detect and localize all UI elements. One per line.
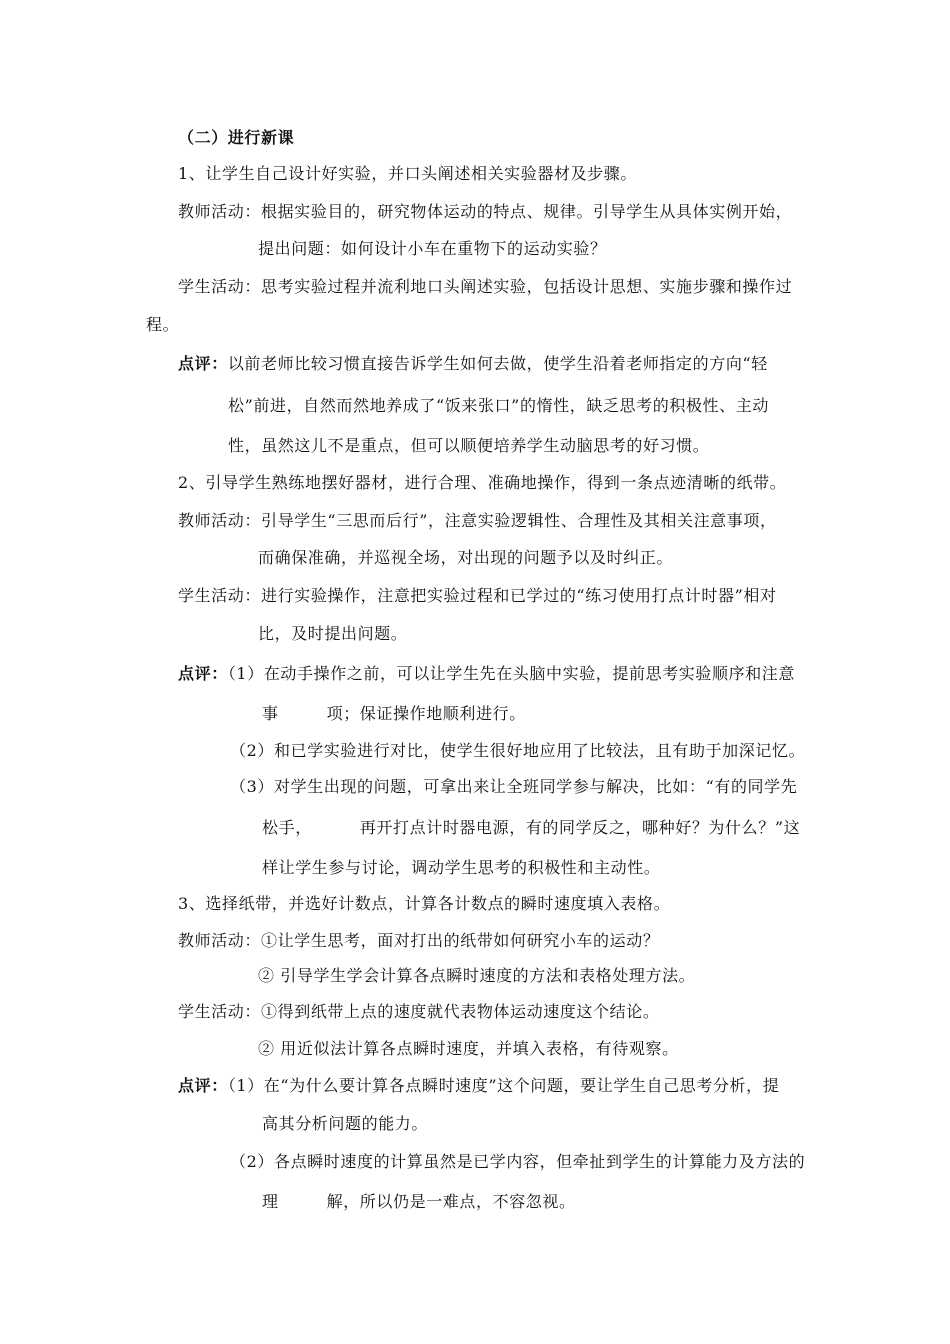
step1-heading: 1、让学生自己设计好实验，并口头阐述相关实验器材及步骤。 [178, 164, 637, 183]
step2-comment-item-2: （2）和已学实验进行对比，使学生很好地应用了比较法，且有助于加深记忆。 [230, 741, 806, 760]
step3-heading: 3、选择纸带，并选好计数点，计算各计数点的瞬时速度填入表格。 [178, 894, 671, 913]
student-activity-text: 思考实验过程并流利地口头阐述实验，包括设计思想、实施步骤和操作过 [261, 277, 793, 296]
step1-student-line2: 程。 [146, 315, 180, 334]
step2-comment-item-3: （3）对学生出现的问题，可拿出来让全班同学参与解决，比如：“有的同学先 [230, 777, 798, 796]
teacher-activity-text: 引导学生“三思而后行”，注意实验逻辑性、合理性及其相关注意事项， [261, 511, 777, 530]
step3-comment-line1 [178, 1076, 779, 1096]
step3-teacher-line2: ② 引导学生学会计算各点瞬时速度的方法和表格处理方法。 [258, 966, 696, 985]
step3-student-line1 [178, 1002, 659, 1022]
step1-student-line1 [178, 277, 792, 297]
student-activity-label: 学生活动： [178, 1002, 262, 1021]
comment-fragment: 理 [262, 1192, 279, 1211]
comment-item-1: （1）在“为什么要计算各点瞬时速度”这个问题，要让学生自己思考分析，提 [227, 1076, 780, 1095]
step2-teacher-line1 [178, 511, 777, 531]
step2-student-line1 [178, 586, 777, 606]
teacher-activity-label: 教师活动： [178, 511, 262, 530]
teacher-activity-text: ①让学生思考，面对打出的纸带如何研究小车的运动？ [261, 931, 660, 950]
comment-item-1: （1）在动手操作之前，可以让学生先在头脑中实验，提前思考实验顺序和注意 [227, 664, 795, 683]
student-activity-text: ①得到纸带上点的速度就代表物体运动速度这个结论。 [261, 1002, 660, 1021]
step2-comment-1-cont [262, 704, 526, 724]
step3-comment-1-cont: 高其分析问题的能力。 [262, 1114, 429, 1133]
section-title: （二）进行新课 [178, 128, 295, 147]
student-activity-label: 学生活动： [178, 277, 262, 296]
step3-student-line2: ② 用近似法计算各点瞬时速度，并填入表格，有待观察。 [258, 1039, 679, 1058]
comment-label: 点评： [178, 664, 228, 683]
step1-teacher-line1 [178, 202, 792, 222]
comment-fragment: 事 [262, 704, 279, 723]
comment-fragment: 再开打点计时器电源，有的同学反之，哪种好？为什么？”这 [359, 818, 801, 837]
teacher-activity-label: 教师活动： [178, 931, 262, 950]
step3-comment-item-2: （2）各点瞬时速度的计算虽然是已学内容，但牵扯到学生的计算能力及方法的 [230, 1152, 806, 1171]
comment-label: 点评： [178, 354, 228, 373]
comment-fragment: 解，所以仍是一难点，不容忽视。 [326, 1192, 576, 1211]
step2-student-line2: 比，及时提出问题。 [258, 624, 408, 643]
step1-comment-line3: 性，虽然这儿不是重点，但可以顺便培养学生动脑思考的好习惯。 [228, 436, 710, 455]
step1-comment-line2: 松”前进，自然而然地养成了“饭来张口”的惰性，缺乏思考的积极性、主动 [228, 396, 769, 415]
step1-comment-line1 [178, 354, 768, 374]
step2-comment-3-cont [262, 818, 800, 838]
step2-heading: 2、引导学生熟练地摆好器材，进行合理、准确地操作，得到一条点迹清晰的纸带。 [178, 473, 787, 492]
comment-fragment: 松手， [262, 818, 312, 837]
step3-teacher-line1 [178, 931, 659, 951]
comment-text: 以前老师比较习惯直接告诉学生如何去做，使学生沿着老师指定的方向“轻 [227, 354, 768, 373]
teacher-activity-label: 教师活动： [178, 202, 262, 221]
student-activity-text: 进行实验操作，注意把实验过程和已学过的“练习使用打点计时器”相对 [261, 586, 777, 605]
teacher-activity-text: 根据实验目的，研究物体运动的特点、规律。引导学生从具体实例开始， [261, 202, 793, 221]
comment-fragment: 项；保证操作地顺利进行。 [326, 704, 526, 723]
step2-comment-3-cont2: 样让学生参与讨论，调动学生思考的积极性和主动性。 [262, 858, 661, 877]
step3-comment-2-cont [262, 1192, 576, 1212]
step1-teacher-line2: 提出问题：如何设计小车在重物下的运动实验？ [258, 239, 607, 258]
step2-teacher-line2: 而确保准确，并巡视全场，对出现的问题予以及时纠正。 [258, 548, 674, 567]
step2-comment-line1 [178, 664, 795, 684]
student-activity-label: 学生活动： [178, 586, 262, 605]
comment-label: 点评： [178, 1076, 228, 1095]
